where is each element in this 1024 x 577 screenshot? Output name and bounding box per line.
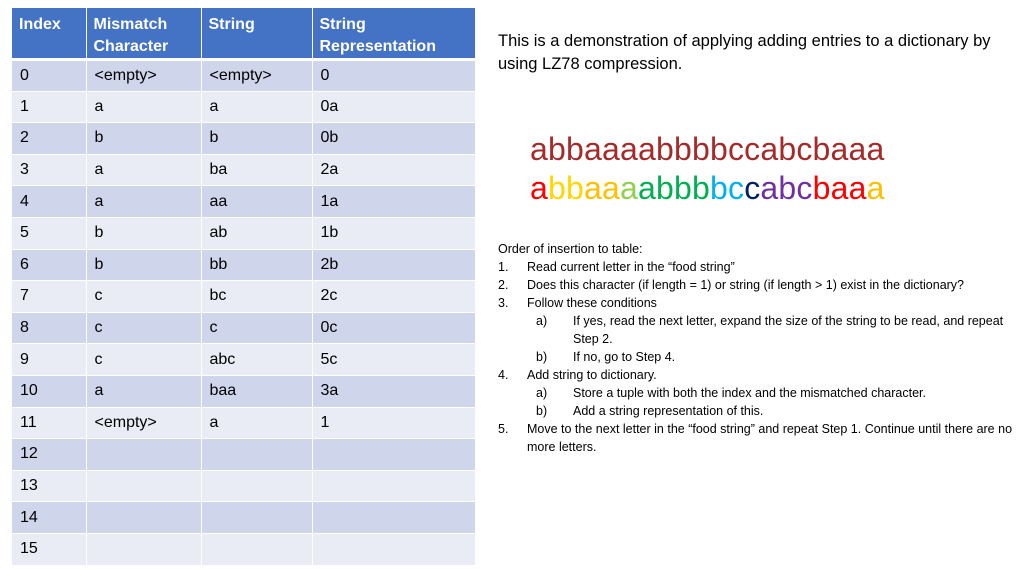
cell-string-representation: 0c [312, 312, 475, 344]
step-number: 2. [498, 278, 509, 292]
food-string-segment: a [530, 170, 548, 206]
sub-step-number: b) [536, 404, 548, 418]
cell-string-representation: 2a [312, 154, 475, 186]
sub-steps-list [527, 384, 1018, 420]
cell-index: 1 [12, 91, 86, 123]
step-text: Read current letter in the “food string” [527, 260, 735, 274]
cell-index: 14 [12, 502, 86, 534]
cell-string-representation [312, 470, 475, 502]
table-row [12, 186, 475, 218]
cell-mismatch-character: a [86, 91, 201, 123]
table-header-row [12, 8, 475, 60]
cell-index: 2 [12, 123, 86, 155]
cell-string-representation: 5c [312, 344, 475, 376]
sub-step-item [536, 312, 1018, 348]
table-row [12, 123, 475, 155]
cell-string: a [201, 91, 312, 123]
cell-mismatch-character: c [86, 312, 201, 344]
cell-index: 0 [12, 60, 86, 92]
sub-step-text: Add a string representation of this. [573, 404, 764, 418]
cell-index: 6 [12, 249, 86, 281]
cell-string-representation: 1b [312, 217, 475, 249]
cell-mismatch-character: b [86, 217, 201, 249]
header-string: String [201, 8, 312, 60]
table-row [12, 344, 475, 376]
step-number: 4. [498, 368, 509, 382]
cell-string-representation: 2b [312, 249, 475, 281]
lz78-dictionary-table-container [12, 8, 475, 565]
sub-step-number: b) [536, 350, 548, 364]
cell-string: ba [201, 154, 312, 186]
cell-mismatch-character: <empty> [86, 60, 201, 92]
table-row [12, 281, 475, 313]
sub-step-text: If yes, read the next letter, expand the size of the string to be read, and repeat Step 2. [573, 314, 1004, 346]
cell-mismatch-character [86, 502, 201, 534]
step-number: 1. [498, 260, 509, 274]
cell-string-representation: 0 [312, 60, 475, 92]
steps-list [498, 258, 1018, 456]
cell-mismatch-character: b [86, 249, 201, 281]
cell-string: <empty> [201, 60, 312, 92]
step-text: Move to the next letter in the “food string” and repeat Step 1. Continue until there are no more letters. [527, 422, 1013, 454]
food-string: abbaaaabbbbccabcbaaa [530, 131, 885, 167]
food-string-segment: aa [584, 170, 620, 206]
cell-index: 7 [12, 281, 86, 313]
sub-steps-list [527, 312, 1018, 366]
cell-string-representation: 0a [312, 91, 475, 123]
header-string-representation: String Representation [312, 8, 475, 60]
cell-index: 13 [12, 470, 86, 502]
food-string-segment: bb [674, 170, 710, 206]
table-row [12, 439, 475, 471]
cell-index: 9 [12, 344, 86, 376]
cell-index: 15 [12, 533, 86, 565]
cell-string-representation [312, 502, 475, 534]
cell-mismatch-character: a [86, 154, 201, 186]
table-row [12, 249, 475, 281]
food-string-segment: abc [760, 170, 813, 206]
insertion-steps [498, 240, 1018, 456]
lz78-dictionary-table [12, 8, 475, 565]
sub-step-text: Store a tuple with both the index and the mismatched character. [573, 386, 926, 400]
cell-mismatch-character: c [86, 344, 201, 376]
food-string-segment: bc [710, 170, 745, 206]
cell-mismatch-character: c [86, 281, 201, 313]
table-row [12, 502, 475, 534]
cell-index: 4 [12, 186, 86, 218]
cell-index: 12 [12, 439, 86, 471]
cell-string-representation: 1a [312, 186, 475, 218]
cell-mismatch-character: <empty> [86, 407, 201, 439]
step-number: 3. [498, 296, 509, 310]
cell-string: bc [201, 281, 312, 313]
step-item [498, 258, 1018, 276]
step-item [498, 420, 1018, 456]
cell-mismatch-character [86, 439, 201, 471]
step-item [498, 294, 1018, 366]
step-text: Add string to dictionary. [527, 368, 657, 382]
cell-string [201, 502, 312, 534]
table-row [12, 60, 475, 92]
cell-string-representation [312, 439, 475, 471]
food-string-segmented [530, 170, 885, 206]
cell-index: 8 [12, 312, 86, 344]
cell-string [201, 470, 312, 502]
food-string-segment: c [744, 170, 761, 206]
cell-string-representation: 1 [312, 407, 475, 439]
cell-string: a [201, 407, 312, 439]
food-string-segment: bb [548, 170, 584, 206]
cell-string [201, 533, 312, 565]
step-item [498, 366, 1018, 420]
cell-index: 11 [12, 407, 86, 439]
cell-string: c [201, 312, 312, 344]
table-row [12, 470, 475, 502]
step-item [498, 276, 1018, 294]
sub-step-text: If no, go to Step 4. [573, 350, 676, 364]
cell-string: bb [201, 249, 312, 281]
steps-title: Order of insertion to table: [498, 242, 643, 256]
food-string-segment: ab [638, 170, 674, 206]
food-string-segment: baa [812, 170, 867, 206]
table-row [12, 154, 475, 186]
step-number: 5. [498, 422, 509, 436]
sub-step-item [536, 402, 1018, 420]
table-row [12, 91, 475, 123]
cell-string: baa [201, 375, 312, 407]
cell-mismatch-character [86, 533, 201, 565]
cell-mismatch-character [86, 470, 201, 502]
food-string-segment: a [620, 170, 638, 206]
table-body [12, 60, 475, 566]
cell-string: ab [201, 217, 312, 249]
intro-text: This is a demonstration of applying adding entries to a dictionary by using LZ78 compression. [498, 32, 991, 73]
cell-string [201, 439, 312, 471]
step-text: Does this character (if length = 1) or string (if length > 1) exist in the dictionary? [527, 278, 965, 292]
cell-string: b [201, 123, 312, 155]
table-row [12, 407, 475, 439]
sub-step-number: a) [536, 314, 548, 328]
table-row [12, 312, 475, 344]
table-row [12, 217, 475, 249]
cell-mismatch-character: a [86, 375, 201, 407]
cell-string-representation: 3a [312, 375, 475, 407]
table-row [12, 375, 475, 407]
cell-index: 10 [12, 375, 86, 407]
cell-mismatch-character: a [86, 186, 201, 218]
cell-index: 3 [12, 154, 86, 186]
table-row [12, 533, 475, 565]
cell-string-representation: 2c [312, 281, 475, 313]
cell-mismatch-character: b [86, 123, 201, 155]
cell-string: abc [201, 344, 312, 376]
step-text: Follow these conditions [527, 296, 657, 310]
sub-step-item [536, 384, 1018, 402]
sub-step-number: a) [536, 386, 548, 400]
header-index: Index [12, 8, 86, 60]
food-string-segment: a [866, 170, 885, 206]
cell-string-representation [312, 533, 475, 565]
cell-string-representation: 0b [312, 123, 475, 155]
cell-string: aa [201, 186, 312, 218]
sub-step-item [536, 348, 1018, 366]
cell-index: 5 [12, 217, 86, 249]
table-header [12, 8, 475, 60]
header-mismatch-character: Mismatch Character [86, 8, 201, 60]
